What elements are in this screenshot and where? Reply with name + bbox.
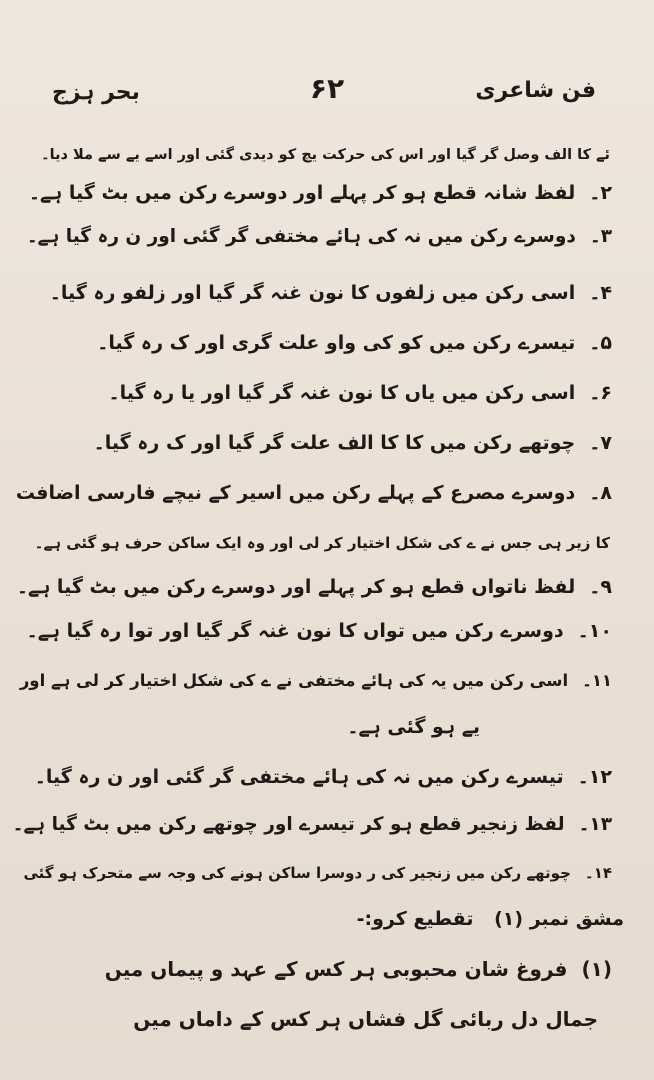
text-line: ۱۴۔چوتھے رکن میں زنجیر کی ر دوسرا ساکن ہونے کی وجہ سے متحرک ہو گئی <box>23 864 612 882</box>
page-number: ۶۲ <box>309 72 345 105</box>
text-line: کا زیر ہی جس نے ے کی شکل اختیار کر لی اور وہ ایک ساکن حرف ہو گئی ہے۔ <box>34 534 610 552</box>
text-line: ۲۔لفظ شانہ قطع ہو کر پہلے اور دوسرے رکن میں بٹ گیا ہے۔ <box>28 182 612 204</box>
text-line: یے ہو گئی ہے۔ <box>347 716 480 738</box>
text-line: ۱۱۔اسی رکن میں یہ کی ہائے مختفی نے ے کی شکل اختیار کر لی ہے اور <box>19 671 612 690</box>
page-header <box>40 66 614 106</box>
verse-line: جمال دل ربائی گل فشاں ہر کس کے داماں میں <box>133 1007 598 1031</box>
text-line: ۷۔چوتھے رکن میں کا کا الف علت گر گیا اور ک رہ گیا۔ <box>93 432 612 454</box>
chapter-title: بحر ہزج <box>52 80 140 105</box>
text-line: ۱۳۔لفظ زنجیر قطع ہو کر تیسرے اور چوتھے رکن میں بٹ گیا ہے۔ <box>12 814 612 835</box>
text-line: ۶۔اسی رکن میں یاں کا نون غنہ گر گیا اور یا رہ گیا۔ <box>108 382 612 404</box>
exercise-instruction: تقطیع کرو:- <box>356 908 474 930</box>
text-line: ۴۔اسی رکن میں زلفوں کا نون غنہ گر گیا اور زلفو رہ گیا۔ <box>49 282 612 304</box>
verse-line: (۱)فروغ شان محبوبی ہر کس کے عہد و پیماں میں <box>104 957 612 981</box>
text-line: ئے کا الف وصل گر گیا اور اس کی حرکت یچ کو دیدی گئی اور اسے یے سے ملا دیا۔ <box>41 147 610 163</box>
text-line: ۹۔لفظ ناتواں قطع ہو کر پہلے اور دوسرے رکن میں بٹ گیا ہے۔ <box>16 576 612 598</box>
text-line: ۸۔دوسرے مصرع کے پہلے رکن میں اسیر کے نیچے فارسی اضافت <box>15 482 612 504</box>
text-line: ۵۔تیسرے رکن میں کو کی واو علت گری اور ک رہ گیا۔ <box>97 332 612 354</box>
text-line: ۱۲۔تیسرے رکن میں نہ کی ہائے مختفی گر گئی اور ن رہ گیا۔ <box>34 766 612 788</box>
book-title: فن شاعری <box>475 78 596 103</box>
exercise-heading: مشق نمبر (۱) <box>494 908 624 930</box>
exercise-heading-line <box>357 904 624 934</box>
text-line: ۳۔دوسرے رکن میں نہ کی ہائے مختفی گر گئی اور ن رہ گیا ہے۔ <box>26 226 612 247</box>
text-line: ۱۰۔دوسرے رکن میں تواں کا نون غنہ گر گیا اور توا رہ گیا ہے۔ <box>26 620 612 642</box>
